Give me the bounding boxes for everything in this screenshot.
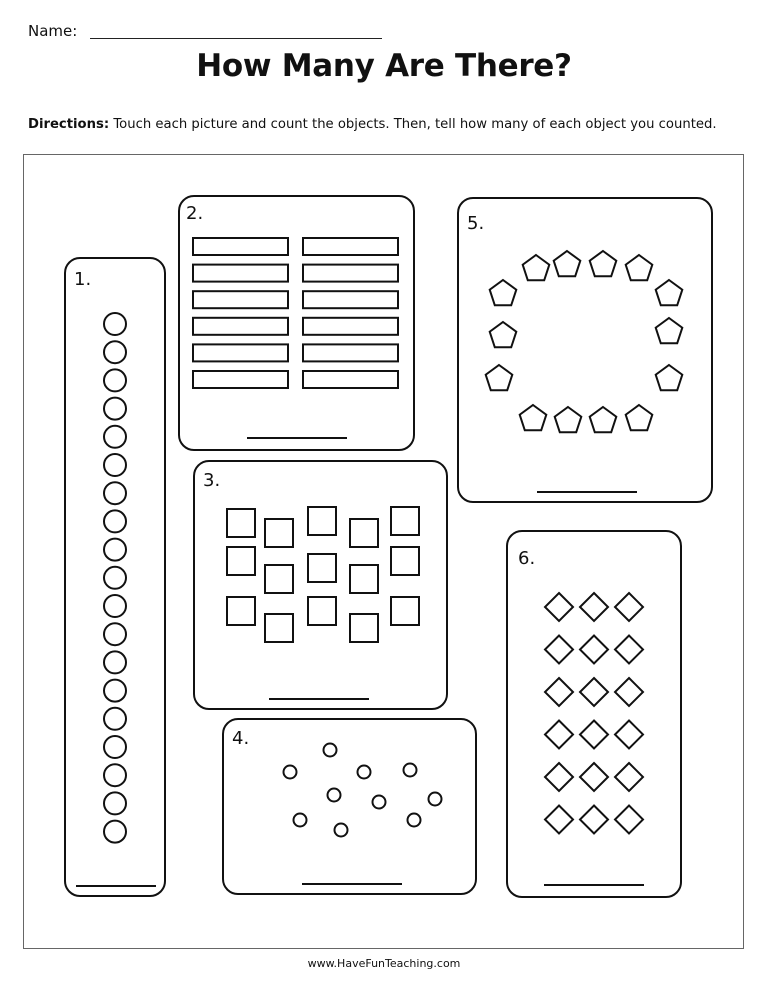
diamond-shape bbox=[580, 678, 608, 706]
count-box-3[interactable] bbox=[193, 460, 448, 710]
box-number-4: 4. bbox=[232, 728, 250, 749]
diamond-shape bbox=[545, 678, 573, 706]
answer-line-5[interactable] bbox=[537, 491, 637, 493]
page-title: How Many Are There? bbox=[196, 48, 572, 84]
small-circle-shape bbox=[284, 766, 297, 779]
pentagon-shape bbox=[656, 365, 683, 390]
circle-shape bbox=[104, 567, 126, 589]
diamond-shape bbox=[545, 593, 573, 621]
square-shape bbox=[391, 597, 419, 625]
pentagon-shape bbox=[656, 280, 683, 305]
rectangle-shape bbox=[193, 371, 288, 388]
answer-line-6[interactable] bbox=[544, 884, 644, 886]
pentagon-shape bbox=[490, 322, 517, 347]
circles-group bbox=[66, 259, 168, 899]
squares-group bbox=[195, 462, 450, 712]
circle-shape bbox=[104, 454, 126, 476]
box-number-1: 1. bbox=[74, 269, 92, 290]
pentagon-shape bbox=[520, 405, 547, 430]
rectangle-shape bbox=[303, 371, 398, 388]
circle-shape bbox=[104, 764, 126, 786]
answer-line-2[interactable] bbox=[247, 437, 347, 439]
circle-shape bbox=[104, 680, 126, 702]
pentagon-shape bbox=[486, 365, 513, 390]
circle-shape bbox=[104, 341, 126, 363]
box-number-6: 6. bbox=[518, 548, 536, 569]
small-circle-shape bbox=[294, 814, 307, 827]
square-shape bbox=[350, 565, 378, 593]
diamond-shape bbox=[545, 763, 573, 791]
count-box-6[interactable] bbox=[506, 530, 682, 898]
pentagons-group bbox=[459, 199, 715, 505]
small-circle-shape bbox=[358, 766, 371, 779]
count-box-2[interactable] bbox=[178, 195, 415, 451]
circle-shape bbox=[104, 821, 126, 843]
footer-url: www.HaveFunTeaching.com bbox=[307, 957, 461, 970]
directions-label: Directions: bbox=[28, 117, 110, 132]
box-number-3: 3. bbox=[203, 470, 221, 491]
small-circle-shape bbox=[404, 764, 417, 777]
rectangle-shape bbox=[193, 238, 288, 255]
rectangle-shape bbox=[303, 291, 398, 308]
diamond-shape bbox=[615, 636, 643, 664]
square-shape bbox=[308, 597, 336, 625]
small-circle-shape bbox=[324, 744, 337, 757]
square-shape bbox=[308, 507, 336, 535]
circle-shape bbox=[104, 595, 126, 617]
circle-shape bbox=[104, 736, 126, 758]
square-shape bbox=[391, 547, 419, 575]
rectangles-group bbox=[180, 197, 417, 453]
diamond-shape bbox=[615, 763, 643, 791]
rectangle-shape bbox=[303, 318, 398, 335]
directions-text: Touch each picture and count the objects. Then, tell how many of each object you counted. bbox=[109, 117, 717, 132]
circle-shape bbox=[104, 482, 126, 504]
count-box-1[interactable] bbox=[64, 257, 166, 897]
diamonds-group bbox=[508, 532, 684, 900]
diamond-shape bbox=[580, 721, 608, 749]
pentagon-shape bbox=[590, 407, 617, 432]
small-circle-shape bbox=[373, 796, 386, 809]
square-shape bbox=[265, 614, 293, 642]
diamond-shape bbox=[545, 636, 573, 664]
circle-shape bbox=[104, 651, 126, 673]
answer-line-1[interactable] bbox=[76, 885, 156, 887]
box-number-2: 2. bbox=[186, 203, 204, 224]
rectangle-shape bbox=[303, 344, 398, 361]
square-shape bbox=[265, 565, 293, 593]
pentagon-shape bbox=[490, 280, 517, 305]
square-shape bbox=[391, 507, 419, 535]
diamond-shape bbox=[615, 678, 643, 706]
square-shape bbox=[308, 554, 336, 582]
circle-shape bbox=[104, 369, 126, 391]
diamond-shape bbox=[615, 806, 643, 834]
diamond-shape bbox=[545, 806, 573, 834]
square-shape bbox=[350, 519, 378, 547]
diamond-shape bbox=[580, 636, 608, 664]
answer-line-3[interactable] bbox=[269, 698, 369, 700]
name-answer-line[interactable] bbox=[90, 38, 382, 39]
circle-shape bbox=[104, 792, 126, 814]
square-shape bbox=[227, 547, 255, 575]
small-circle-shape bbox=[335, 824, 348, 837]
rectangle-shape bbox=[193, 265, 288, 282]
circle-shape bbox=[104, 510, 126, 532]
name-label: Name: bbox=[28, 22, 78, 40]
diamond-shape bbox=[615, 721, 643, 749]
box-number-5: 5. bbox=[467, 213, 485, 234]
circle-shape bbox=[104, 426, 126, 448]
rectangle-shape bbox=[193, 291, 288, 308]
circle-shape bbox=[104, 623, 126, 645]
pentagon-shape bbox=[554, 251, 581, 276]
diamond-shape bbox=[580, 593, 608, 621]
square-shape bbox=[227, 509, 255, 537]
diamond-shape bbox=[580, 763, 608, 791]
small-circles-group bbox=[224, 720, 479, 897]
small-circle-shape bbox=[328, 789, 341, 802]
directions bbox=[28, 117, 717, 132]
pentagon-shape bbox=[656, 318, 683, 343]
pentagon-shape bbox=[555, 407, 582, 432]
square-shape bbox=[350, 614, 378, 642]
pentagon-shape bbox=[626, 255, 653, 280]
diamond-shape bbox=[580, 806, 608, 834]
rectangle-shape bbox=[303, 265, 398, 282]
rectangle-shape bbox=[193, 318, 288, 335]
circle-shape bbox=[104, 539, 126, 561]
rectangle-shape bbox=[303, 238, 398, 255]
answer-line-4[interactable] bbox=[302, 883, 402, 885]
small-circle-shape bbox=[408, 814, 421, 827]
square-shape bbox=[265, 519, 293, 547]
count-box-4[interactable] bbox=[222, 718, 477, 895]
circle-shape bbox=[104, 708, 126, 730]
diamond-shape bbox=[615, 593, 643, 621]
square-shape bbox=[227, 597, 255, 625]
pentagon-shape bbox=[590, 251, 617, 276]
diamond-shape bbox=[545, 721, 573, 749]
circle-shape bbox=[104, 398, 126, 420]
pentagon-shape bbox=[523, 255, 550, 280]
rectangle-shape bbox=[193, 344, 288, 361]
count-box-5[interactable] bbox=[457, 197, 713, 503]
pentagon-shape bbox=[626, 405, 653, 430]
small-circle-shape bbox=[429, 793, 442, 806]
circle-shape bbox=[104, 313, 126, 335]
